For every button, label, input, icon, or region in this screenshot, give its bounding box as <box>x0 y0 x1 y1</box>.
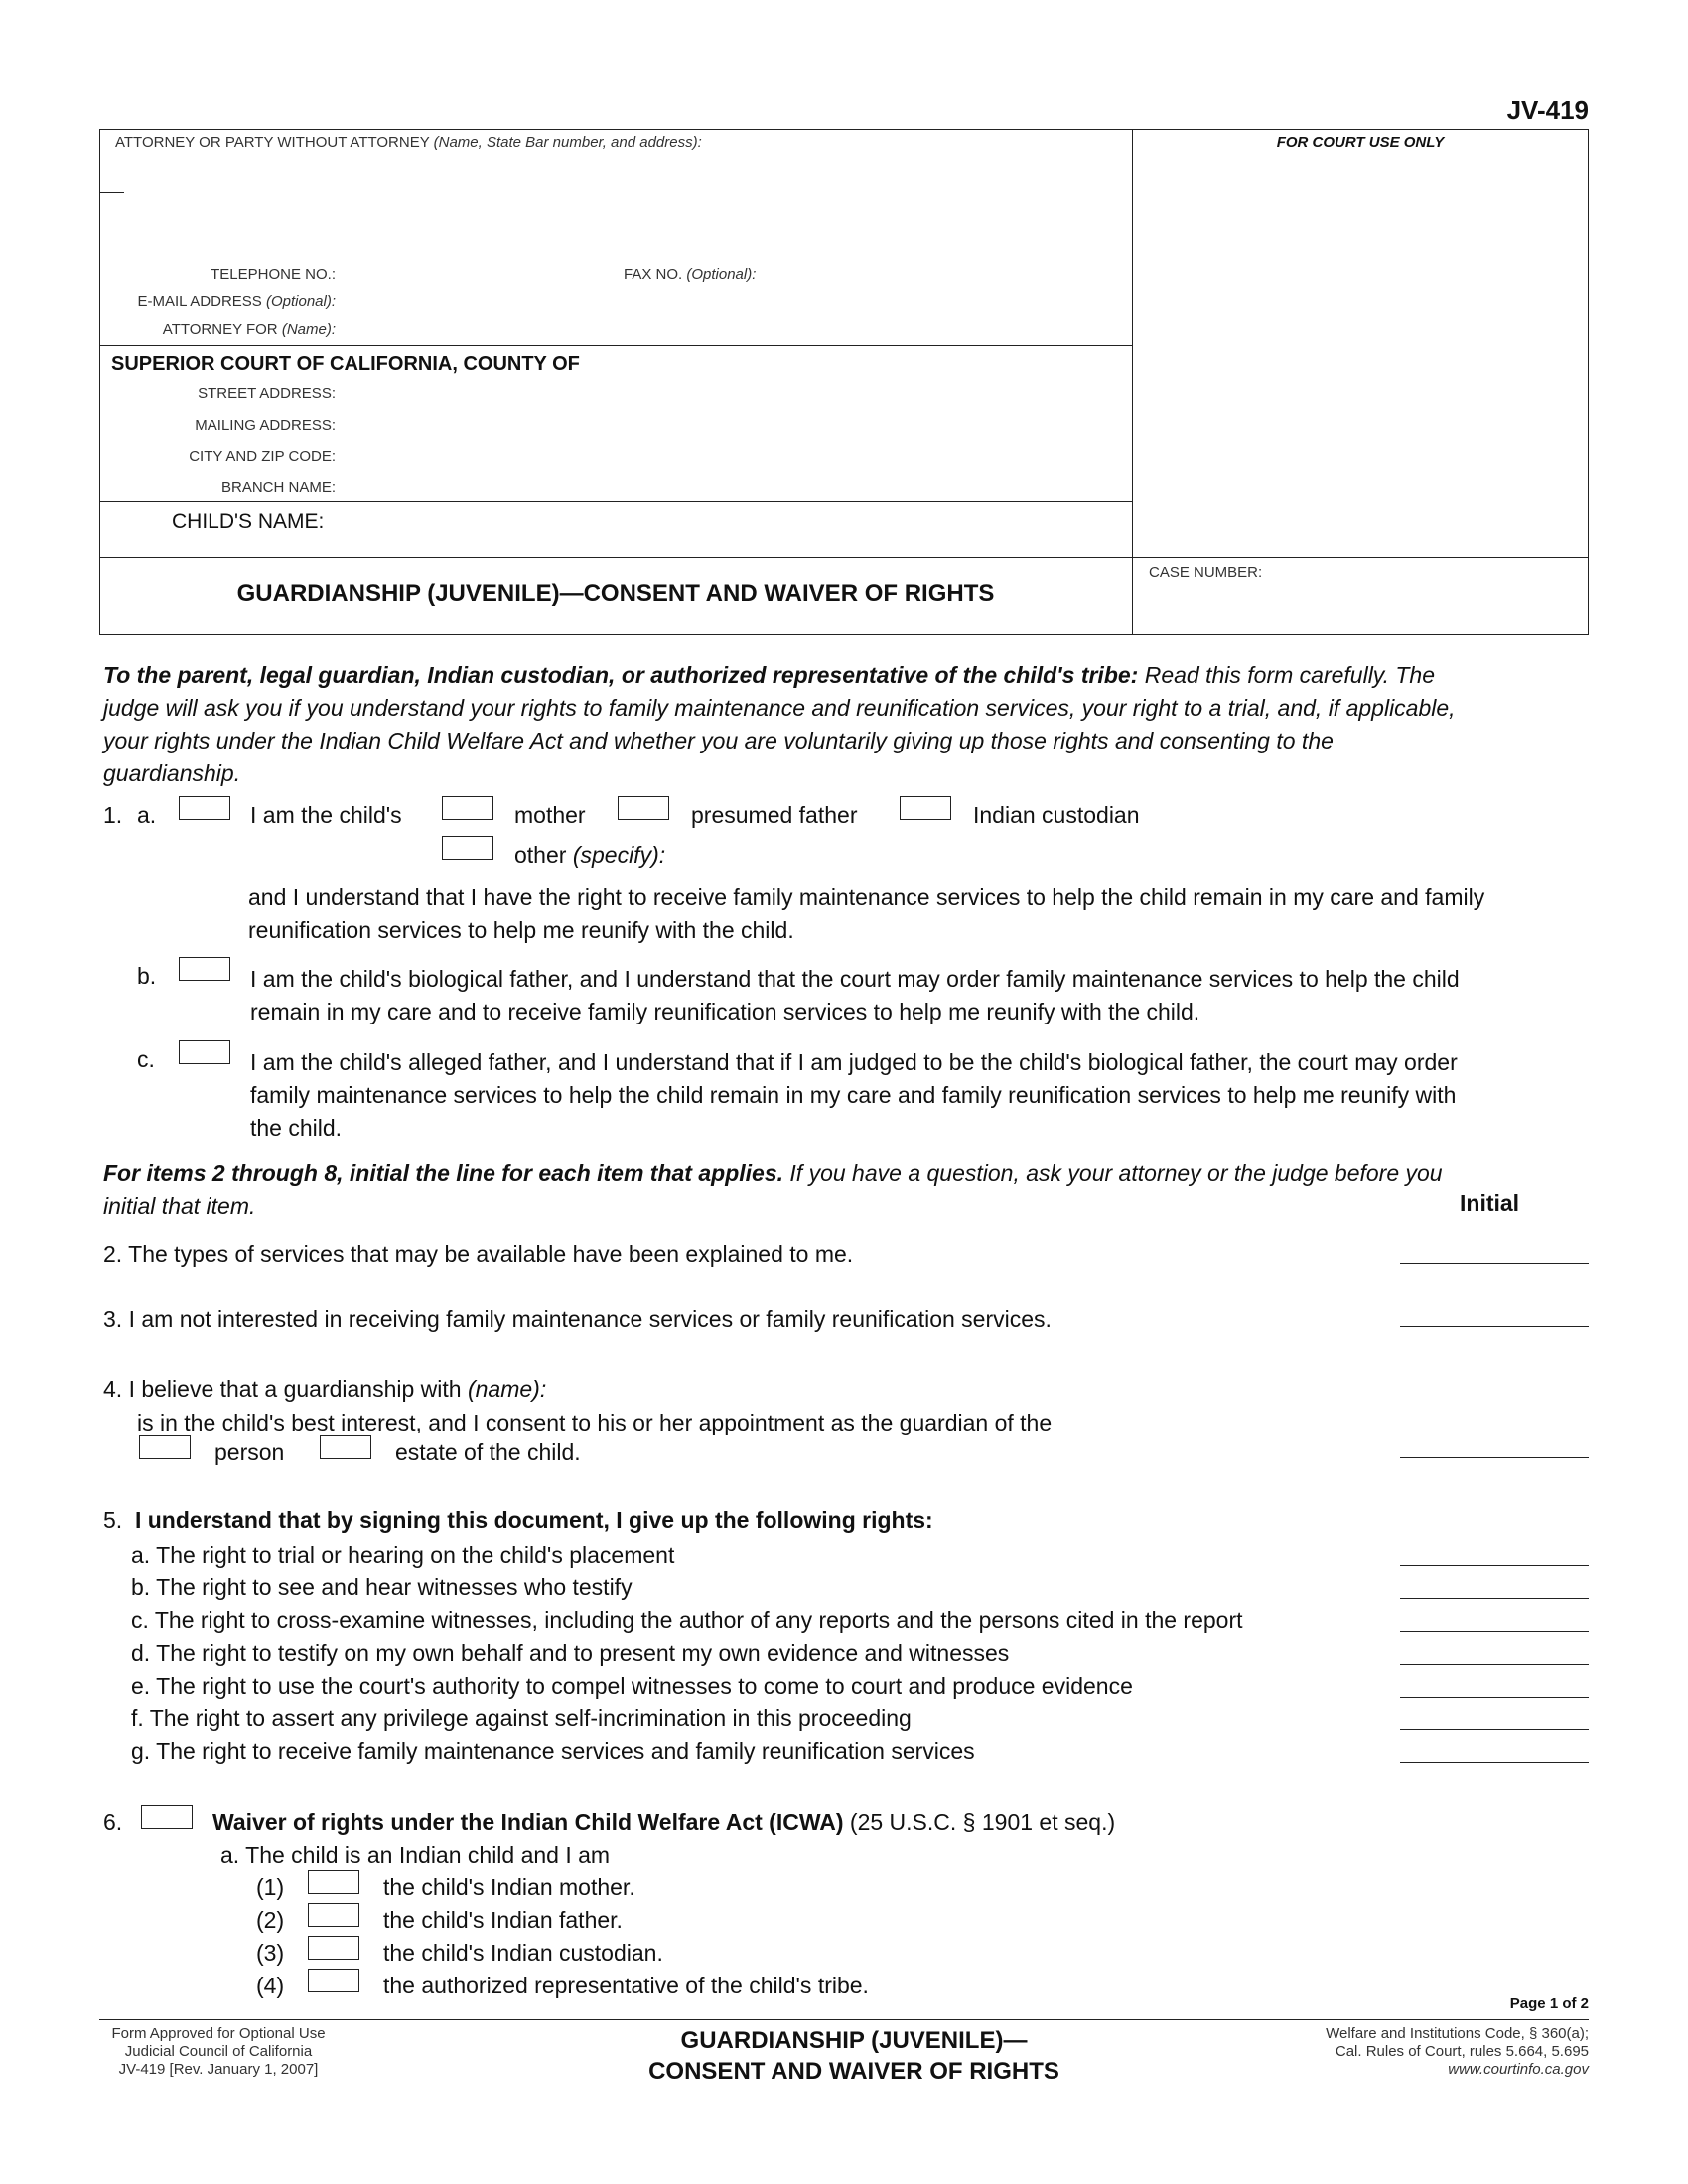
mother-label: mother <box>514 802 586 828</box>
item1c-statement <box>250 1046 1458 1145</box>
item2-initial-line[interactable] <box>1400 1263 1589 1264</box>
intro-line-3: your rights under the Indian Child Welfare Act and whether you are voluntarily giving up those rights and consenting to the <box>103 728 1334 753</box>
right-b-initial-line[interactable] <box>1400 1598 1589 1599</box>
city-zip-label: CITY AND ZIP CODE: <box>189 448 336 465</box>
item1a-line-1: and I understand that I have the right to receive family maintenance services to help the child remain in my care and family <box>248 885 1485 910</box>
item1a-checkbox[interactable] <box>179 796 230 820</box>
item1a-line-2: reunification services to help me reunify with the child. <box>248 917 794 943</box>
item6-a: a. The child is an Indian child and I am <box>220 1843 611 1868</box>
item5-heading: 5. I understand that by signing this document, I give up the following rights: <box>103 1507 933 1533</box>
right-e: e. The right to use the court's authority to compel witnesses to come to court and produce evidence <box>131 1673 1133 1699</box>
case-number-label: CASE NUMBER: <box>1149 564 1263 581</box>
right-b: b. The right to see and hear witnesses who testify <box>131 1574 633 1600</box>
attorney-for-label: ATTORNEY FOR (Name): <box>162 321 336 338</box>
indian-custodian-checkbox[interactable] <box>900 796 951 820</box>
footer-right <box>1192 2025 1589 2079</box>
footer-right-line-2: Cal. Rules of Court, rules 5.664, 5.695 <box>1335 2043 1589 2060</box>
intro-line-1: To the parent, legal guardian, Indian custodian, or authorized representative of the child's tribe: Read this form carefully. The <box>103 662 1436 688</box>
right-d: d. The right to testify on my own behalf and to present my own evidence and witnesses <box>131 1640 1010 1666</box>
instructions-line-2: initial that item. <box>103 1193 256 1219</box>
icwa-option-1-text: the child's Indian mother. <box>383 1874 635 1900</box>
item1c-checkbox[interactable] <box>179 1040 230 1064</box>
tribe-representative-checkbox[interactable] <box>308 1969 359 1992</box>
footer-left-line-3: JV-419 [Rev. January 1, 2007] <box>118 2061 319 2078</box>
item4-line-2: is in the child's best interest, and I consent to his or her appointment as the guardian of the <box>137 1410 1053 1435</box>
right-e-initial-line[interactable] <box>1400 1697 1589 1698</box>
item6-heading: Waiver of rights under the Indian Child Welfare Act (ICWA) (25 U.S.C. § 1901 et seq.) <box>212 1809 1116 1835</box>
caption-rule-3 <box>99 557 1589 558</box>
icwa-option-2-text: the child's Indian father. <box>383 1907 623 1933</box>
right-g: g. The right to receive family maintenance services and family reunification services <box>131 1738 975 1764</box>
court-use-label: FOR COURT USE ONLY <box>1276 134 1445 151</box>
right-f: f. The right to assert any privilege against self-incrimination in this proceeding <box>131 1706 912 1731</box>
indian-mother-checkbox[interactable] <box>308 1870 359 1894</box>
item2-text: 2. The types of services that may be available have been explained to me. <box>103 1241 854 1267</box>
icwa-option-1-num: (1) <box>256 1874 285 1900</box>
item1b-statement <box>250 963 1460 1028</box>
icwa-option-3-text: the child's Indian custodian. <box>383 1940 663 1966</box>
branch-name-label: BRANCH NAME: <box>220 479 336 496</box>
person-label: person <box>214 1439 285 1465</box>
footer-title-line-1: GUARDIANSHIP (JUVENILE)— <box>680 2027 1028 2054</box>
street-address-label: STREET ADDRESS: <box>198 385 336 402</box>
form-title: GUARDIANSHIP (JUVENILE)—CONSENT AND WAIVER OF RIGHTS <box>236 580 995 607</box>
right-a: a. The right to trial or hearing on the child's placement <box>131 1542 675 1568</box>
fax-label: FAX NO. (Optional): <box>624 266 757 283</box>
caption-rule-1 <box>99 345 1132 346</box>
indian-father-checkbox[interactable] <box>308 1903 359 1927</box>
right-c: c. The right to cross-examine witnesses, including the author of any reports and the persons cited in the report <box>131 1607 1243 1633</box>
icwa-option-4-text: the authorized representative of the child's tribe. <box>383 1973 869 1998</box>
item1c-line-2: family maintenance services to help the child remain in my care and family reunification services to help me reunify with <box>250 1082 1457 1108</box>
icwa-option-3-num: (3) <box>256 1940 285 1966</box>
caption-box <box>99 129 1589 635</box>
icwa-option-4-num: (4) <box>256 1973 285 1998</box>
indian-custodian-label: Indian custodian <box>973 802 1140 828</box>
person-checkbox[interactable] <box>139 1435 191 1459</box>
item1c-line-1: I am the child's alleged father, and I understand that if I am judged to be the child's biological father, the court may order <box>250 1049 1458 1075</box>
item1b-line-2: remain in my care and to receive family reunification services to help me reunify with the child. <box>250 999 1200 1024</box>
attorney-dash <box>100 192 124 193</box>
presumed-father-label: presumed father <box>691 802 858 828</box>
item1-b-label: b. <box>137 963 157 989</box>
estate-label: estate of the child. <box>395 1439 581 1465</box>
caption-rule-2 <box>99 501 1132 502</box>
item1-a-label: a. <box>137 802 157 828</box>
footer-title-line-2: CONSENT AND WAIVER OF RIGHTS <box>648 2058 1059 2085</box>
item5-rights-list <box>131 1539 1243 1768</box>
mailing-address-label: MAILING ADDRESS: <box>195 417 336 434</box>
icwa-option-2-num: (2) <box>256 1907 285 1933</box>
footer-website[interactable]: www.courtinfo.ca.gov <box>1448 2061 1589 2078</box>
item3-text: 3. I am not interested in receiving family maintenance services or family reunification services. <box>103 1306 1052 1332</box>
court-name: SUPERIOR COURT OF CALIFORNIA, COUNTY OF <box>111 353 580 375</box>
footer-right-line-1: Welfare and Institutions Code, § 360(a); <box>1326 2025 1589 2042</box>
item1b-checkbox[interactable] <box>179 957 230 981</box>
child-name-label: CHILD'S NAME: <box>172 510 325 533</box>
item4-line-1: 4. I believe that a guardianship with (name): <box>103 1376 547 1402</box>
mother-checkbox[interactable] <box>442 796 493 820</box>
footer-title <box>556 2025 1152 2087</box>
item6-number: 6. <box>103 1809 123 1835</box>
email-label: E-MAIL ADDRESS (Optional): <box>137 293 336 310</box>
telephone-label: TELEPHONE NO.: <box>211 266 336 283</box>
item1c-line-3: the child. <box>250 1115 343 1141</box>
initial-column-header: Initial <box>1460 1190 1520 1216</box>
presumed-father-checkbox[interactable] <box>618 796 669 820</box>
footer-rule <box>99 2019 1589 2020</box>
right-c-initial-line[interactable] <box>1400 1631 1589 1632</box>
intro-line-4: guardianship. <box>103 760 241 786</box>
item1-number: 1. <box>103 802 123 828</box>
initial-instructions <box>103 1158 1593 1223</box>
other-checkbox[interactable] <box>442 836 493 860</box>
right-d-initial-line[interactable] <box>1400 1664 1589 1665</box>
intro-line-2: judge will ask you if you understand your rights to family maintenance and reunification services, your right to a trial, and, if applicable, <box>103 695 1456 721</box>
caption-divider <box>1132 129 1133 635</box>
intro-paragraph <box>103 659 1593 790</box>
item4-initial-line[interactable] <box>1400 1457 1589 1458</box>
right-f-initial-line[interactable] <box>1400 1729 1589 1730</box>
item1a-text: I am the child's <box>250 802 402 828</box>
item6-checkbox[interactable] <box>141 1805 193 1829</box>
instructions-line-1: For items 2 through 8, initial the line for each item that applies. If you have a question, ask your attorney or the judge before you <box>103 1160 1443 1186</box>
item1-c-label: c. <box>137 1046 155 1072</box>
item1a-statement <box>248 882 1484 947</box>
item1b-line-1: I am the child's biological father, and I understand that the court may order family maintenance services to help the child <box>250 966 1460 992</box>
item3-initial-line[interactable] <box>1400 1326 1589 1327</box>
indian-custodian-icwa-checkbox[interactable] <box>308 1936 359 1960</box>
attorney-label: ATTORNEY OR PARTY WITHOUT ATTORNEY (Name, State Bar number, and address): <box>115 134 702 151</box>
estate-checkbox[interactable] <box>320 1435 371 1459</box>
footer-left-line-2: Judicial Council of California <box>124 2043 313 2060</box>
right-g-initial-line[interactable] <box>1400 1762 1589 1763</box>
other-label: other (specify): <box>514 842 666 868</box>
footer-left-line-1: Form Approved for Optional Use <box>111 2025 326 2042</box>
footer-left <box>99 2025 338 2079</box>
page-number: Page 1 of 2 <box>1509 1995 1589 2012</box>
form-id: JV-419 <box>1506 95 1589 125</box>
right-a-initial-line[interactable] <box>1400 1565 1589 1566</box>
